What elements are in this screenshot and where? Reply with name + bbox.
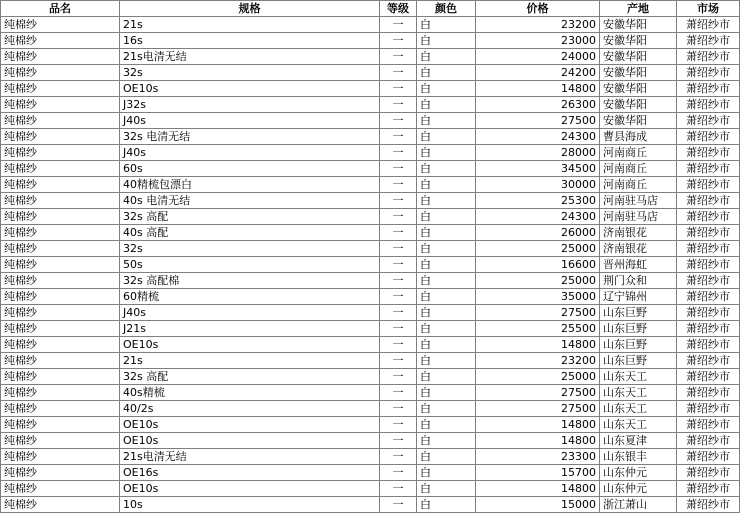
cell-market[interactable]: 萧绍纱市 — [677, 241, 740, 257]
cell-name[interactable]: 纯棉纱 — [1, 481, 120, 497]
cell-spec[interactable]: 40s 电清无结 — [120, 193, 380, 209]
cell-market[interactable]: 萧绍纱市 — [677, 97, 740, 113]
cell-price[interactable]: 24200 — [476, 65, 600, 81]
cell-market[interactable]: 萧绍纱市 — [677, 193, 740, 209]
cell-price[interactable]: 34500 — [476, 161, 600, 177]
cell-spec[interactable]: 16s — [120, 33, 380, 49]
cell-market[interactable]: 萧绍纱市 — [677, 81, 740, 97]
cell-grade[interactable]: 一 — [380, 465, 417, 481]
cell-market[interactable]: 萧绍纱市 — [677, 289, 740, 305]
cell-spec[interactable]: 21s — [120, 353, 380, 369]
cell-name[interactable]: 纯棉纱 — [1, 241, 120, 257]
cell-origin[interactable]: 安徽华阳 — [600, 81, 677, 97]
cell-origin[interactable]: 晋州海虹 — [600, 257, 677, 273]
cell-origin[interactable]: 安徽华阳 — [600, 65, 677, 81]
cell-grade[interactable]: 一 — [380, 385, 417, 401]
cell-grade[interactable]: 一 — [380, 113, 417, 129]
table-row — [1, 497, 740, 513]
cell-color[interactable]: 白 — [417, 369, 476, 385]
cell-name[interactable]: 纯棉纱 — [1, 193, 120, 209]
cell-origin[interactable]: 安徽华阳 — [600, 17, 677, 33]
cell-color[interactable]: 白 — [417, 481, 476, 497]
cell-color[interactable]: 白 — [417, 385, 476, 401]
cell-market[interactable]: 萧绍纱市 — [677, 481, 740, 497]
cell-origin[interactable]: 曹县海成 — [600, 129, 677, 145]
cell-origin[interactable]: 山东巨野 — [600, 337, 677, 353]
cell-market[interactable]: 萧绍纱市 — [677, 33, 740, 49]
table-row — [1, 129, 740, 145]
cell-origin[interactable]: 山东天工 — [600, 401, 677, 417]
header-grade[interactable]: 等级 — [380, 1, 417, 17]
table-row — [1, 401, 740, 417]
table-row — [1, 337, 740, 353]
cell-color[interactable]: 白 — [417, 337, 476, 353]
header-color[interactable]: 颜色 — [417, 1, 476, 17]
cell-market[interactable]: 萧绍纱市 — [677, 417, 740, 433]
cell-name[interactable]: 纯棉纱 — [1, 65, 120, 81]
cell-name[interactable]: 纯棉纱 — [1, 209, 120, 225]
cell-price[interactable]: 25000 — [476, 369, 600, 385]
cell-spec[interactable]: 32s 电清无结 — [120, 129, 380, 145]
table-row — [1, 433, 740, 449]
cell-color[interactable]: 白 — [417, 161, 476, 177]
cell-name[interactable]: 纯棉纱 — [1, 17, 120, 33]
cell-price[interactable]: 14800 — [476, 417, 600, 433]
table-body — [1, 17, 740, 513]
cell-grade[interactable]: 一 — [380, 321, 417, 337]
cell-price[interactable]: 14800 — [476, 81, 600, 97]
cell-spec[interactable]: 60s — [120, 161, 380, 177]
cell-name[interactable]: 纯棉纱 — [1, 81, 120, 97]
cell-color[interactable]: 白 — [417, 225, 476, 241]
cell-spec[interactable]: OE10s — [120, 81, 380, 97]
cell-color[interactable]: 白 — [417, 417, 476, 433]
table-row — [1, 385, 740, 401]
cell-grade[interactable]: 一 — [380, 145, 417, 161]
cell-grade[interactable]: 一 — [380, 17, 417, 33]
cell-spec[interactable]: 32s — [120, 241, 380, 257]
cell-market[interactable]: 萧绍纱市 — [677, 337, 740, 353]
cell-origin[interactable]: 山东仲元 — [600, 481, 677, 497]
cell-color[interactable]: 白 — [417, 81, 476, 97]
cell-price[interactable]: 23300 — [476, 449, 600, 465]
cell-spec[interactable]: 32s 高配 — [120, 369, 380, 385]
cell-origin[interactable]: 安徽华阳 — [600, 97, 677, 113]
cell-market[interactable]: 萧绍纱市 — [677, 113, 740, 129]
header-origin[interactable]: 产地 — [600, 1, 677, 17]
cell-grade[interactable]: 一 — [380, 305, 417, 321]
cell-grade[interactable]: 一 — [380, 177, 417, 193]
cell-color[interactable]: 白 — [417, 353, 476, 369]
cell-grade[interactable]: 一 — [380, 193, 417, 209]
cell-spec[interactable]: J21s — [120, 321, 380, 337]
cell-color[interactable]: 白 — [417, 433, 476, 449]
header-name[interactable]: 品名 — [1, 1, 120, 17]
cell-spec[interactable]: 21s电清无结 — [120, 449, 380, 465]
cell-color[interactable]: 白 — [417, 193, 476, 209]
cell-origin[interactable]: 荆门众和 — [600, 273, 677, 289]
cell-name[interactable]: 纯棉纱 — [1, 225, 120, 241]
cell-name[interactable]: 纯棉纱 — [1, 177, 120, 193]
cell-color[interactable]: 白 — [417, 321, 476, 337]
cell-name[interactable]: 纯棉纱 — [1, 417, 120, 433]
cell-color[interactable]: 白 — [417, 289, 476, 305]
cell-color[interactable]: 白 — [417, 401, 476, 417]
cell-origin[interactable]: 山东天工 — [600, 417, 677, 433]
cell-market[interactable]: 萧绍纱市 — [677, 353, 740, 369]
cell-grade[interactable]: 一 — [380, 497, 417, 513]
cell-color[interactable]: 白 — [417, 257, 476, 273]
table-row — [1, 289, 740, 305]
cell-color[interactable]: 白 — [417, 145, 476, 161]
cell-spec[interactable]: 60精梳 — [120, 289, 380, 305]
cell-name[interactable]: 纯棉纱 — [1, 385, 120, 401]
cell-origin[interactable]: 河南商丘 — [600, 145, 677, 161]
cell-origin[interactable]: 济南银花 — [600, 241, 677, 257]
cell-price[interactable]: 25000 — [476, 273, 600, 289]
cell-price[interactable]: 25000 — [476, 241, 600, 257]
cell-color[interactable]: 白 — [417, 497, 476, 513]
cell-color[interactable]: 白 — [417, 33, 476, 49]
cell-origin[interactable]: 山东巨野 — [600, 305, 677, 321]
cell-origin[interactable]: 山东天工 — [600, 385, 677, 401]
table-row — [1, 81, 740, 97]
cell-name[interactable]: 纯棉纱 — [1, 353, 120, 369]
table-row — [1, 17, 740, 33]
cell-origin[interactable]: 河南驻马店 — [600, 209, 677, 225]
cell-market[interactable]: 萧绍纱市 — [677, 305, 740, 321]
cell-market[interactable]: 萧绍纱市 — [677, 321, 740, 337]
table-row — [1, 417, 740, 433]
table-row — [1, 449, 740, 465]
cell-spec[interactable]: 40精梳包漂白 — [120, 177, 380, 193]
cell-market[interactable]: 萧绍纱市 — [677, 385, 740, 401]
cell-spec[interactable]: J40s — [120, 305, 380, 321]
cell-price[interactable]: 27500 — [476, 385, 600, 401]
cell-origin[interactable]: 山东巨野 — [600, 353, 677, 369]
cell-name[interactable]: 纯棉纱 — [1, 113, 120, 129]
cell-name[interactable]: 纯棉纱 — [1, 145, 120, 161]
table-row — [1, 241, 740, 257]
cell-price[interactable]: 24300 — [476, 129, 600, 145]
cell-color[interactable]: 白 — [417, 449, 476, 465]
cell-spec[interactable]: 40s 高配 — [120, 225, 380, 241]
cell-market[interactable]: 萧绍纱市 — [677, 465, 740, 481]
header-spec[interactable]: 规格 — [120, 1, 380, 17]
cell-color[interactable]: 白 — [417, 273, 476, 289]
cell-grade[interactable]: 一 — [380, 401, 417, 417]
cell-grade[interactable]: 一 — [380, 273, 417, 289]
table-row — [1, 481, 740, 497]
cell-grade[interactable]: 一 — [380, 209, 417, 225]
table-row — [1, 209, 740, 225]
cell-name[interactable]: 纯棉纱 — [1, 305, 120, 321]
cell-spec[interactable]: OE10s — [120, 337, 380, 353]
cell-grade[interactable]: 一 — [380, 241, 417, 257]
cell-grade[interactable]: 一 — [380, 49, 417, 65]
cell-price[interactable]: 23200 — [476, 17, 600, 33]
table-row — [1, 193, 740, 209]
cell-name[interactable]: 纯棉纱 — [1, 257, 120, 273]
header-row — [1, 1, 740, 17]
cell-origin[interactable]: 山东巨野 — [600, 321, 677, 337]
cell-market[interactable]: 萧绍纱市 — [677, 17, 740, 33]
table-row — [1, 353, 740, 369]
cell-price[interactable]: 27500 — [476, 305, 600, 321]
cell-grade[interactable]: 一 — [380, 65, 417, 81]
cell-name[interactable]: 纯棉纱 — [1, 465, 120, 481]
cell-color[interactable]: 白 — [417, 177, 476, 193]
cell-origin[interactable]: 安徽华阳 — [600, 49, 677, 65]
cell-grade[interactable]: 一 — [380, 225, 417, 241]
cell-price[interactable]: 24000 — [476, 49, 600, 65]
table-row — [1, 305, 740, 321]
cell-market[interactable]: 萧绍纱市 — [677, 49, 740, 65]
cell-color[interactable]: 白 — [417, 305, 476, 321]
table-row — [1, 65, 740, 81]
cell-market[interactable]: 萧绍纱市 — [677, 401, 740, 417]
cell-market[interactable]: 萧绍纱市 — [677, 273, 740, 289]
cell-name[interactable]: 纯棉纱 — [1, 161, 120, 177]
cell-price[interactable]: 14800 — [476, 337, 600, 353]
cell-price[interactable]: 16600 — [476, 257, 600, 273]
table-row — [1, 161, 740, 177]
cell-spec[interactable]: 32s 高配棉 — [120, 273, 380, 289]
cell-origin[interactable]: 山东仲元 — [600, 465, 677, 481]
cell-name[interactable]: 纯棉纱 — [1, 369, 120, 385]
cell-price[interactable]: 27500 — [476, 401, 600, 417]
cell-grade[interactable]: 一 — [380, 433, 417, 449]
table-row — [1, 177, 740, 193]
cell-grade[interactable]: 一 — [380, 369, 417, 385]
table-row — [1, 97, 740, 113]
cell-spec[interactable]: J40s — [120, 113, 380, 129]
cell-origin[interactable]: 河南驻马店 — [600, 193, 677, 209]
cell-spec[interactable]: 32s 高配 — [120, 209, 380, 225]
cell-name[interactable]: 纯棉纱 — [1, 273, 120, 289]
cell-color[interactable]: 白 — [417, 465, 476, 481]
cell-grade[interactable]: 一 — [380, 481, 417, 497]
cell-grade[interactable]: 一 — [380, 129, 417, 145]
cell-color[interactable]: 白 — [417, 209, 476, 225]
cell-market[interactable]: 萧绍纱市 — [677, 161, 740, 177]
cell-grade[interactable]: 一 — [380, 337, 417, 353]
cell-spec[interactable]: 32s — [120, 65, 380, 81]
cell-market[interactable]: 萧绍纱市 — [677, 65, 740, 81]
cell-grade[interactable]: 一 — [380, 289, 417, 305]
cell-grade[interactable]: 一 — [380, 161, 417, 177]
table-row — [1, 225, 740, 241]
cell-spec[interactable]: 40s精梳 — [120, 385, 380, 401]
cell-color[interactable]: 白 — [417, 113, 476, 129]
cell-origin[interactable]: 浙江萧山 — [600, 497, 677, 513]
cell-market[interactable]: 萧绍纱市 — [677, 433, 740, 449]
table-row — [1, 257, 740, 273]
cell-grade[interactable]: 一 — [380, 257, 417, 273]
cell-color[interactable]: 白 — [417, 49, 476, 65]
cell-spec[interactable]: 21s电清无结 — [120, 49, 380, 65]
header-price[interactable]: 价格 — [476, 1, 600, 17]
cell-price[interactable]: 28000 — [476, 145, 600, 161]
cell-price[interactable]: 23000 — [476, 33, 600, 49]
cell-origin[interactable]: 山东银丰 — [600, 449, 677, 465]
table-row — [1, 465, 740, 481]
cell-origin[interactable]: 济南银花 — [600, 225, 677, 241]
cell-price[interactable]: 14800 — [476, 481, 600, 497]
cell-price[interactable]: 15000 — [476, 497, 600, 513]
cell-name[interactable]: 纯棉纱 — [1, 433, 120, 449]
cell-name[interactable]: 纯棉纱 — [1, 337, 120, 353]
cell-name[interactable]: 纯棉纱 — [1, 449, 120, 465]
cell-market[interactable]: 萧绍纱市 — [677, 209, 740, 225]
cell-price[interactable]: 30000 — [476, 177, 600, 193]
table-row — [1, 369, 740, 385]
cell-market[interactable]: 萧绍纱市 — [677, 497, 740, 513]
cell-price[interactable]: 14800 — [476, 433, 600, 449]
cell-spec[interactable]: OE10s — [120, 481, 380, 497]
cell-market[interactable]: 萧绍纱市 — [677, 257, 740, 273]
cell-market[interactable]: 萧绍纱市 — [677, 449, 740, 465]
table-row — [1, 321, 740, 337]
cell-grade[interactable]: 一 — [380, 449, 417, 465]
cell-name[interactable]: 纯棉纱 — [1, 129, 120, 145]
cell-origin[interactable]: 安徽华阳 — [600, 33, 677, 49]
cell-price[interactable]: 27500 — [476, 113, 600, 129]
cell-color[interactable]: 白 — [417, 129, 476, 145]
cell-name[interactable]: 纯棉纱 — [1, 401, 120, 417]
table-row — [1, 145, 740, 161]
cell-market[interactable]: 萧绍纱市 — [677, 225, 740, 241]
cell-color[interactable]: 白 — [417, 17, 476, 33]
cell-origin[interactable]: 山东天工 — [600, 369, 677, 385]
cell-grade[interactable]: 一 — [380, 97, 417, 113]
cell-name[interactable]: 纯棉纱 — [1, 321, 120, 337]
cell-grade[interactable]: 一 — [380, 81, 417, 97]
table-row — [1, 273, 740, 289]
cell-origin[interactable]: 安徽华阳 — [600, 113, 677, 129]
cell-price[interactable]: 25300 — [476, 193, 600, 209]
table-row — [1, 113, 740, 129]
cell-grade[interactable]: 一 — [380, 417, 417, 433]
cell-price[interactable]: 15700 — [476, 465, 600, 481]
cell-price[interactable]: 35000 — [476, 289, 600, 305]
cell-spec[interactable]: OE10s — [120, 433, 380, 449]
cell-price[interactable]: 23200 — [476, 353, 600, 369]
header-market[interactable]: 市场 — [677, 1, 740, 17]
cell-color[interactable]: 白 — [417, 97, 476, 113]
cell-spec[interactable]: J32s — [120, 97, 380, 113]
cell-origin[interactable]: 河南商丘 — [600, 177, 677, 193]
cell-market[interactable]: 萧绍纱市 — [677, 129, 740, 145]
cell-grade[interactable]: 一 — [380, 33, 417, 49]
cell-name[interactable]: 纯棉纱 — [1, 49, 120, 65]
cell-price[interactable]: 26300 — [476, 97, 600, 113]
cell-spec[interactable]: 50s — [120, 257, 380, 273]
cell-name[interactable]: 纯棉纱 — [1, 97, 120, 113]
cell-color[interactable]: 白 — [417, 65, 476, 81]
cell-spec[interactable]: OE16s — [120, 465, 380, 481]
cell-price[interactable]: 26000 — [476, 225, 600, 241]
cell-name[interactable]: 纯棉纱 — [1, 497, 120, 513]
cell-market[interactable]: 萧绍纱市 — [677, 369, 740, 385]
cell-price[interactable]: 24300 — [476, 209, 600, 225]
cell-market[interactable]: 萧绍纱市 — [677, 145, 740, 161]
table-row — [1, 33, 740, 49]
cell-origin[interactable]: 河南商丘 — [600, 161, 677, 177]
cell-price[interactable]: 25500 — [476, 321, 600, 337]
table-row — [1, 49, 740, 65]
cell-origin[interactable]: 山东夏津 — [600, 433, 677, 449]
cell-market[interactable]: 萧绍纱市 — [677, 177, 740, 193]
cell-spec[interactable]: J40s — [120, 145, 380, 161]
cell-spec[interactable]: 10s — [120, 497, 380, 513]
cell-spec[interactable]: 21s — [120, 17, 380, 33]
cell-spec[interactable]: 40/2s — [120, 401, 380, 417]
cell-spec[interactable]: OE10s — [120, 417, 380, 433]
cell-color[interactable]: 白 — [417, 241, 476, 257]
cell-origin[interactable]: 辽宁锦州 — [600, 289, 677, 305]
cell-name[interactable]: 纯棉纱 — [1, 33, 120, 49]
cell-name[interactable]: 纯棉纱 — [1, 289, 120, 305]
cell-grade[interactable]: 一 — [380, 353, 417, 369]
